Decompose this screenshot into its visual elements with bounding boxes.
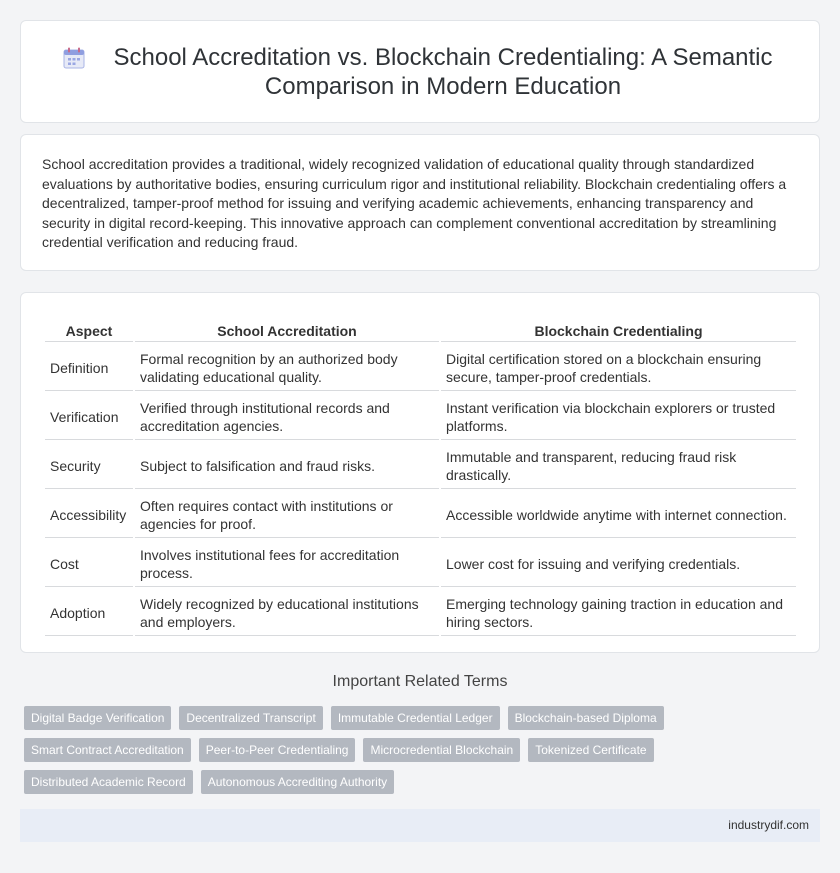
- table-row: [45, 344, 796, 391]
- related-terms-heading: Important Related Terms: [332, 673, 508, 690]
- related-term-tag[interactable]: Tokenized Certificate: [528, 738, 653, 762]
- calendar-icon: [61, 45, 87, 71]
- related-terms-list: [24, 706, 724, 794]
- intro-paragraph: School accreditation provides a traditional, widely recognized validation of educational quality through standardized evaluations by authoritative bodies, ensuring curriculum rigor and institutional reliability. Blockchain credentialing offers a decentralized, tamper-proof method for issuing and verifying academic achievements, enhancing transparency and security in digital record-keeping. This innovative approach can complement conventional accreditation by streamlining credential verification and reducing fraud.: [42, 156, 787, 250]
- aspect-cell: Cost: [45, 540, 133, 587]
- related-term-tag[interactable]: Distributed Academic Record: [24, 770, 193, 794]
- intro-card: [20, 134, 820, 271]
- comparison-card: [20, 292, 820, 653]
- related-term-tag[interactable]: Immutable Credential Ledger: [331, 706, 500, 730]
- table-row: [45, 393, 796, 440]
- footer: [20, 809, 820, 842]
- table-row: [45, 442, 796, 489]
- comparison-table: [43, 315, 798, 638]
- blockchain-cell: Accessible worldwide anytime with internet connection.: [441, 491, 796, 538]
- blockchain-cell: Emerging technology gaining traction in education and hiring sectors.: [441, 589, 796, 636]
- aspect-cell: Security: [45, 442, 133, 489]
- accreditation-cell: Widely recognized by educational institutions and employers.: [135, 589, 439, 636]
- column-header-aspect: Aspect: [45, 317, 133, 342]
- accreditation-cell: Involves institutional fees for accreditation process.: [135, 540, 439, 587]
- title-row: [21, 21, 819, 122]
- footer-site-link[interactable]: industrydif.com: [728, 818, 809, 832]
- blockchain-cell: Immutable and transparent, reducing fraud risk drastically.: [441, 442, 796, 489]
- header-card: [20, 20, 820, 123]
- page-title: School Accreditation vs. Blockchain Credentialing: A Semantic Comparison in Modern Education: [113, 43, 773, 100]
- table-row: [45, 540, 796, 587]
- related-term-tag[interactable]: Decentralized Transcript: [179, 706, 322, 730]
- blockchain-cell: Digital certification stored on a blockchain ensuring secure, tamper-proof credentials.: [441, 344, 796, 391]
- related-term-tag[interactable]: Digital Badge Verification: [24, 706, 171, 730]
- accreditation-cell: Formal recognition by an authorized body validating educational quality.: [135, 344, 439, 391]
- accreditation-cell: Subject to falsification and fraud risks.: [135, 442, 439, 489]
- column-header-school-accreditation: School Accreditation: [135, 317, 439, 342]
- accreditation-cell: Verified through institutional records and accreditation agencies.: [135, 393, 439, 440]
- table-row: [45, 589, 796, 636]
- related-term-tag[interactable]: Autonomous Accrediting Authority: [201, 770, 394, 794]
- blockchain-cell: Lower cost for issuing and verifying credentials.: [441, 540, 796, 587]
- related-term-tag[interactable]: Blockchain-based Diploma: [508, 706, 664, 730]
- blockchain-cell: Instant verification via blockchain explorers or trusted platforms.: [441, 393, 796, 440]
- related-term-tag[interactable]: Microcredential Blockchain: [363, 738, 520, 762]
- accreditation-cell: Often requires contact with institutions or agencies for proof.: [135, 491, 439, 538]
- table-header-row: [45, 317, 796, 342]
- aspect-cell: Definition: [45, 344, 133, 391]
- table-row: [45, 491, 796, 538]
- aspect-cell: Accessibility: [45, 491, 133, 538]
- aspect-cell: Verification: [45, 393, 133, 440]
- related-term-tag[interactable]: Peer-to-Peer Credentialing: [199, 738, 356, 762]
- column-header-blockchain-credentialing: Blockchain Credentialing: [441, 317, 796, 342]
- aspect-cell: Adoption: [45, 589, 133, 636]
- related-term-tag[interactable]: Smart Contract Accreditation: [24, 738, 191, 762]
